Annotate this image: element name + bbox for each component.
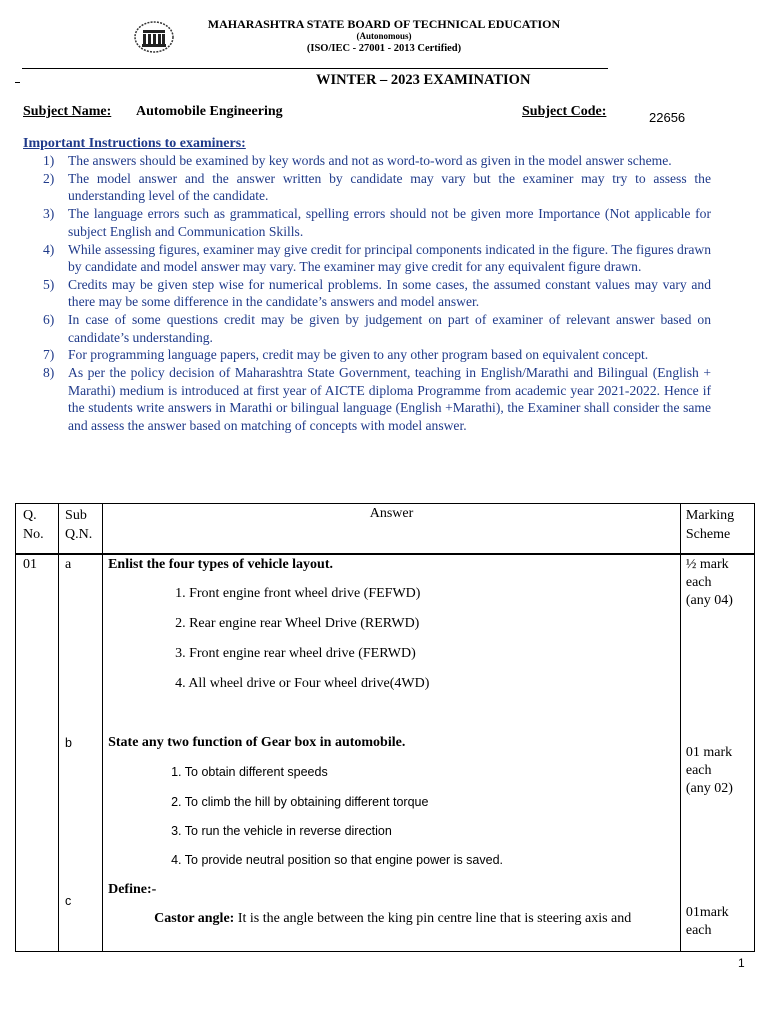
instruction-item: 1) The answers should be examined by key words and not as word-to-word as given in the model answer scheme. — [43, 153, 672, 168]
instructions-title: Important Instructions to examiners: — [23, 136, 246, 151]
autonomous-label: (Autonomous) — [356, 31, 412, 41]
answer-a-item: 4. All wheel drive or Four wheel drive(4WD) — [175, 675, 430, 691]
answer-a-item: 2. Rear engine rear Wheel Drive (RERWD) — [175, 615, 420, 631]
margin-dash — [15, 82, 20, 83]
answer-b-item: 4. To provide neutral position so that engine power is saved. — [171, 852, 504, 867]
certification-label: (ISO/IEC - 27001 - 2013 Certified) — [306, 43, 462, 54]
marking-c: 01mark each — [685, 904, 729, 938]
question-number: 01 — [16, 554, 59, 952]
subject-name-value: Automobile Engineering — [136, 104, 283, 119]
instruction-item: 4) While assessing figures, examiner may give credit for principal components indicated in the figure. The figures drawn by candidate and model answer may vary. The examiner may give credit for any equivalent figure drawn. — [43, 241, 711, 274]
instruction-item: 6) In case of some questions credit may be given by judgement on part of examiner of relevant answer based on candidate’s understanding. — [43, 312, 711, 345]
subject-code-label: Subject Code: — [522, 104, 607, 119]
question-c-text: Define:- — [108, 881, 157, 897]
marking-b: 01 mark each (any 02) — [685, 744, 733, 796]
instruction-item: 8) As per the policy decision of Maharashtra State Government, teaching in English/Marathi and Bilingual (English + Marathi) medium is introduced at first year of AICTE diploma Programme from academic year 2021-2022. Hence if the students write answers in Marathi or bilingual language (English +Marathi), the Examiner shall consider the same and assess the answer based on matching of concepts with model answer. — [43, 365, 711, 433]
instructions-list — [23, 152, 711, 435]
header-sub-qn: Sub Q.N. — [59, 504, 103, 554]
instruction-item: 7) For programming language papers, credit may be given to any other program based on equivalent concept. — [43, 347, 649, 363]
sub-question-c: c — [65, 893, 72, 908]
header-marking-scheme: Marking Scheme — [680, 504, 754, 554]
exam-title: WINTER – 2023 EXAMINATION — [316, 72, 531, 88]
page-number: 1 — [738, 956, 745, 970]
instruction-item: 3) The language errors such as grammatical, spelling errors should not be given more Importance (Not applicable for subject English and Communication Skills. — [43, 206, 711, 239]
table-header-row — [16, 504, 755, 554]
table-row — [16, 554, 755, 952]
answer-table — [15, 503, 755, 952]
answer-b-item: 3. To run the vehicle in reverse direction — [171, 823, 392, 838]
answer-b-item: 1. To obtain different speeds — [171, 764, 328, 779]
answer-column — [103, 554, 681, 952]
header-answer: Answer — [103, 504, 681, 554]
answer-a-item: 1. Front engine front wheel drive (FEFWD) — [175, 585, 421, 601]
answer-a-item: 3. Front engine rear wheel drive (FERWD) — [175, 645, 416, 661]
instruction-item: 5) Credits may be given step wise for numerical problems. In some cases, the assumed constant values may vary and there may be some difference in the candidate’s answers and model answer. — [43, 276, 711, 310]
board-name: MAHARASHTRA STATE BOARD OF TECHNICAL EDUCATION — [207, 17, 561, 31]
question-b-text: State any two function of Gear box in automobile. — [108, 734, 406, 750]
instruction-item: 2) The model answer and the answer written by candidate may vary but the examiner may try to assess the understanding level of the candidate. — [43, 170, 711, 204]
answer-c-definition: Castor angle: It is the angle between the king pin centre line that is steering axis and — [154, 910, 632, 926]
subject-code-value: 22656 — [649, 110, 686, 125]
marking-a: ½ mark each (any 04) — [685, 556, 733, 608]
answer-b-item: 2. To climb the hill by obtaining different torque — [171, 794, 429, 809]
sub-question-a: a — [65, 556, 72, 572]
marking-column — [680, 554, 754, 952]
header-q-no: Q. No. — [16, 504, 59, 554]
sub-question-column — [59, 554, 103, 952]
question-a-text: Enlist the four types of vehicle layout. — [108, 556, 333, 572]
subject-name-label: Subject Name: — [23, 104, 112, 119]
header-divider — [22, 68, 608, 69]
sub-question-b: b — [65, 735, 72, 750]
